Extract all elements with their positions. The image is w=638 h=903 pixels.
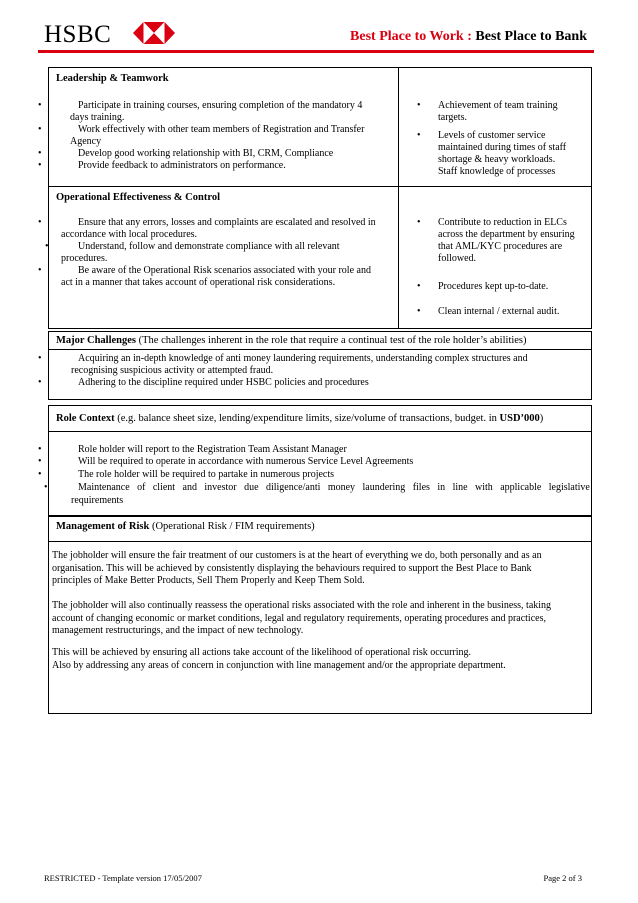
kpi-column-divider — [398, 67, 399, 329]
bullet: • — [38, 160, 42, 171]
kpi-row-divider — [48, 186, 592, 187]
challenges-title: Major Challenges — [56, 335, 137, 346]
bullet: • — [38, 124, 42, 135]
context-justified-line: Maintenance of client and investor due diligence/anti money laundering files in line with applicable legislative — [78, 482, 590, 493]
risk-paragraph-3: This will be achieved by ensuring all actions take account of the likelihood of operational risk occurring. Also by addressing any areas of concern in conjunction with line management and/or the appropriate department. — [52, 647, 506, 671]
header-tagline — [350, 29, 587, 45]
context-heading — [56, 413, 543, 424]
footer-template-version: RESTRICTED - Template version 17/05/2007 — [44, 873, 202, 883]
bullet: • — [38, 469, 42, 480]
risk-paragraph-1: The jobholder will ensure the fair treatment of our customers is at the heart of everything we do, both personally and as an organisation. This will be achieved by consistently displaying the behaviours required to support the Best Place to Bank principles of Make Better Products, Sell Them Properly and Keep Them Sold. — [52, 550, 542, 587]
bullet: • — [38, 444, 42, 455]
bullet: • — [38, 100, 42, 111]
risk-title: Management of Risk — [56, 521, 150, 532]
risk-header-rule — [48, 541, 592, 542]
header-rule — [38, 50, 594, 53]
context-title: Role Context — [56, 413, 115, 424]
list-item: • Maintenance of client and investor due diligence/anti money laundering files in line with applicable legislative requirements — [44, 482, 590, 506]
footer-page-number: Page 2 of 3 — [543, 873, 582, 883]
context-close: ) — [539, 413, 544, 424]
risk-heading — [56, 521, 315, 532]
bullet: • — [38, 456, 42, 467]
risk-paragraph-2: The jobholder will also continually reassess the operational risks associated with the role and inherent in the business, taking account of changing economic or market conditions, legal and regulatory requirements, operating procedures and practices, management restructurings, and the impact of new technology. — [52, 600, 552, 637]
bullet: • — [38, 353, 42, 364]
challenges-heading — [56, 335, 527, 346]
bullet: • — [417, 217, 421, 228]
bullet: • — [38, 377, 42, 388]
context-header-rule — [48, 431, 592, 432]
context-unit: USD’000 — [499, 413, 540, 424]
challenges-subtitle: (The challenges inherent in the role that require a continual test of the role holder’s abilities) — [136, 335, 527, 346]
bullet: • — [417, 306, 421, 317]
bullet: • — [417, 281, 421, 292]
bullet: • — [45, 241, 49, 252]
bullet: • — [38, 217, 42, 228]
context-subtitle: (e.g. balance sheet size, lending/expenditure limits, size/volume of transactions, budget. in — [114, 413, 500, 424]
operational-title: Operational Effectiveness & Control — [56, 192, 220, 203]
challenges-header-rule — [48, 349, 592, 350]
tagline-best-place-to-work: Best Place to Work : — [350, 29, 476, 44]
risk-subtitle: (Operational Risk / FIM requirements) — [149, 521, 315, 532]
bullet: • — [417, 130, 421, 141]
bullet: • — [38, 265, 42, 276]
hsbc-hexagon-logo-icon — [133, 22, 175, 44]
bullet: • — [44, 482, 48, 493]
leadership-title: Leadership & Teamwork — [56, 73, 169, 84]
hsbc-logo-text: HSBC — [44, 21, 112, 48]
tagline-best-place-to-bank: Best Place to Bank — [475, 29, 587, 44]
bullet: • — [38, 148, 42, 159]
bullet: • — [417, 100, 421, 111]
